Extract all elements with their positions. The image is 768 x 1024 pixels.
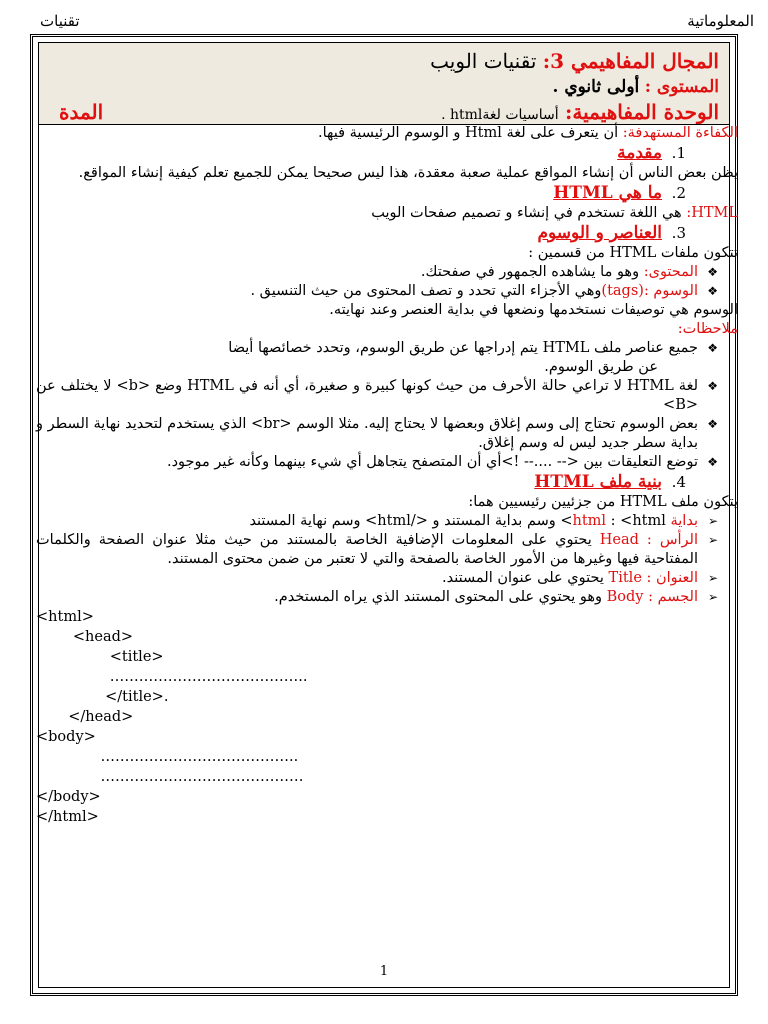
note-2-text: لغة HTML لا تراعي حالة الأحرف من حيث كونها كبيرة و صغيرة، أي أنه في HTML وضع <b> لا يختلف عن <B> bbox=[36, 378, 698, 413]
diamond-bullet-icon: ❖ bbox=[707, 265, 718, 279]
title-line-level bbox=[49, 75, 719, 99]
title-line-domain bbox=[49, 47, 719, 75]
arrow-bullet-icon: ➢ bbox=[707, 571, 718, 585]
domain-label: المجال المفاهيمي 3: bbox=[542, 49, 719, 73]
unit-label: الوحدة المفاهيمية: bbox=[565, 100, 719, 124]
list-item bbox=[36, 339, 738, 358]
tags-text: وهي الأجزاء التي تحدد و تصف المحتوى من حيث التنسيق . bbox=[250, 283, 602, 299]
competency-text: أن يتعرف على لغة Html و الوسوم الرئيسية فيها. bbox=[318, 125, 623, 141]
section-3-heading bbox=[36, 223, 738, 244]
section-1-text: يظن بعض الناس أن إنشاء المواقع عملية صعبة معقدة، هذا ليس صحيحا يمكن للجميع تعلم كيفية إنشاء المواقع. bbox=[78, 165, 738, 181]
competency bbox=[36, 124, 738, 143]
list-item bbox=[36, 263, 738, 282]
note-4-text: توضع التعليقات بين <-- ....-- !>أي أن المتصفح يتجاهل أي شيء بينهما وكأنه غير موجود. bbox=[166, 454, 698, 470]
domain-value: تقنيات الويب bbox=[430, 49, 537, 73]
tags-label: الوسوم :(tags) bbox=[601, 283, 698, 299]
code-line: …………………………………… bbox=[36, 769, 304, 785]
note-1-continuation: عن طريق الوسوم. bbox=[544, 359, 658, 375]
diamond-bullet-icon: ❖ bbox=[707, 417, 718, 431]
arrow-bullet-icon: ➢ bbox=[707, 533, 718, 547]
diamond-bullet-icon: ❖ bbox=[707, 284, 718, 298]
title-label: العنوان : Title bbox=[608, 570, 698, 586]
list-item bbox=[36, 415, 738, 453]
title-box bbox=[39, 43, 729, 125]
body-label: الجسم : Body bbox=[606, 589, 698, 605]
section-1-heading bbox=[36, 143, 738, 164]
notes-label: ملاحظات: bbox=[677, 321, 738, 337]
head-text: يحتوي على المعلومات الإضافية الخاصة بالمستند من حيث مثلا عنوان الصفحة والكلمات المفتاحية فيها وغيرها من الأمور الخاصة بالصفحة والتي لا تعتبر من ضمن محتوى المستند. bbox=[36, 532, 698, 567]
list-item bbox=[36, 282, 738, 301]
header-left-text: تقنيات bbox=[40, 12, 80, 30]
code-line: <html> bbox=[36, 609, 94, 625]
section-4-intro: يتكون ملف HTML من جزئيين رئيسيين هما: bbox=[468, 494, 738, 510]
diamond-bullet-icon: ❖ bbox=[707, 455, 718, 469]
html-start-label: بداية html bbox=[572, 513, 698, 529]
list-item bbox=[36, 512, 738, 531]
code-line: </body> bbox=[36, 789, 101, 805]
html-label: HTML: bbox=[686, 205, 738, 221]
head-label: الرأس : Head bbox=[599, 532, 699, 548]
html-definition: هي اللغة تستخدم في إنشاء و تصميم صفحات الويب bbox=[371, 205, 687, 221]
section-4-title: بنية ملف HTML bbox=[534, 472, 662, 492]
code-line: <title> bbox=[36, 649, 164, 665]
content-text: وهو ما يشاهده الجمهور في صفحتك. bbox=[420, 264, 644, 280]
body-text: وهو يحتوي على المحتوى المستند الذي يراه المستخدم. bbox=[274, 589, 607, 605]
code-line: ………………………………….. bbox=[36, 669, 308, 685]
section-1-number: 1. bbox=[671, 144, 686, 162]
title-line-unit bbox=[49, 99, 719, 125]
section-3-number: 3. bbox=[671, 224, 686, 242]
note-1-text: جميع عناصر ملف HTML يتم إدراجها عن طريق الوسوم، وتحدد خصائصها أيضا bbox=[228, 340, 698, 356]
code-line: ………………………………….. bbox=[36, 749, 299, 765]
level-label: المستوى : bbox=[644, 77, 719, 97]
section-2-text bbox=[36, 204, 738, 223]
content-label: المحتوى: bbox=[643, 264, 698, 280]
list-item bbox=[36, 453, 738, 472]
section-2-number: 2. bbox=[671, 184, 686, 202]
page-number: 1 bbox=[379, 964, 389, 979]
section-2-title: ما هي HTML bbox=[553, 183, 662, 203]
code-example bbox=[36, 607, 738, 827]
document-body bbox=[36, 124, 738, 827]
section-3-text: الوسوم هي توصيفات نستخدمها ونضعها في بداية العنصر وعند نهايته. bbox=[329, 302, 738, 318]
competency-label: الكفاءة المستهدفة: bbox=[622, 125, 738, 141]
duration-label: المدة bbox=[59, 100, 104, 124]
diamond-bullet-icon: ❖ bbox=[707, 341, 718, 355]
note-3-text: بعض الوسوم تحتاج إلى وسم إغلاق وبعضها لا يحتاج إليه. مثلا الوسم <br> الذي يستخدم لتحديد نهاية السطر و بداية سطر جديد ليس له وسم إغلاق. bbox=[36, 416, 698, 451]
list-item bbox=[36, 588, 738, 607]
section-1-title: مقدمة bbox=[617, 143, 662, 163]
code-line: </html> bbox=[36, 809, 99, 825]
arrow-bullet-icon: ➢ bbox=[707, 514, 718, 528]
list-item bbox=[36, 569, 738, 588]
section-4-number: 4. bbox=[671, 473, 686, 491]
code-line: <head> bbox=[36, 629, 134, 645]
section-2-heading bbox=[36, 183, 738, 204]
list-item bbox=[36, 377, 738, 415]
arrow-bullet-icon: ➢ bbox=[707, 590, 718, 604]
title-text: يحتوي على عنوان المستند. bbox=[442, 570, 609, 586]
code-line: <body> bbox=[36, 729, 96, 745]
code-line: </head> bbox=[36, 709, 134, 725]
header-right-text: المعلوماتية bbox=[687, 12, 754, 30]
code-line: </title>. bbox=[36, 689, 169, 705]
html-start-text: : <html> وسم بداية المستند و </html> وسم نهاية المستند bbox=[249, 513, 666, 529]
diamond-bullet-icon: ❖ bbox=[707, 379, 718, 393]
level-value: أولى ثانوي . bbox=[552, 77, 640, 97]
list-item bbox=[36, 531, 738, 569]
section-3-intro: تتكون ملفات HTML من قسمين : bbox=[528, 245, 738, 261]
section-4-heading bbox=[36, 472, 738, 493]
unit-value: أساسيات لغةhtml . bbox=[441, 107, 559, 123]
section-3-title: العناصر و الوسوم bbox=[537, 223, 662, 243]
